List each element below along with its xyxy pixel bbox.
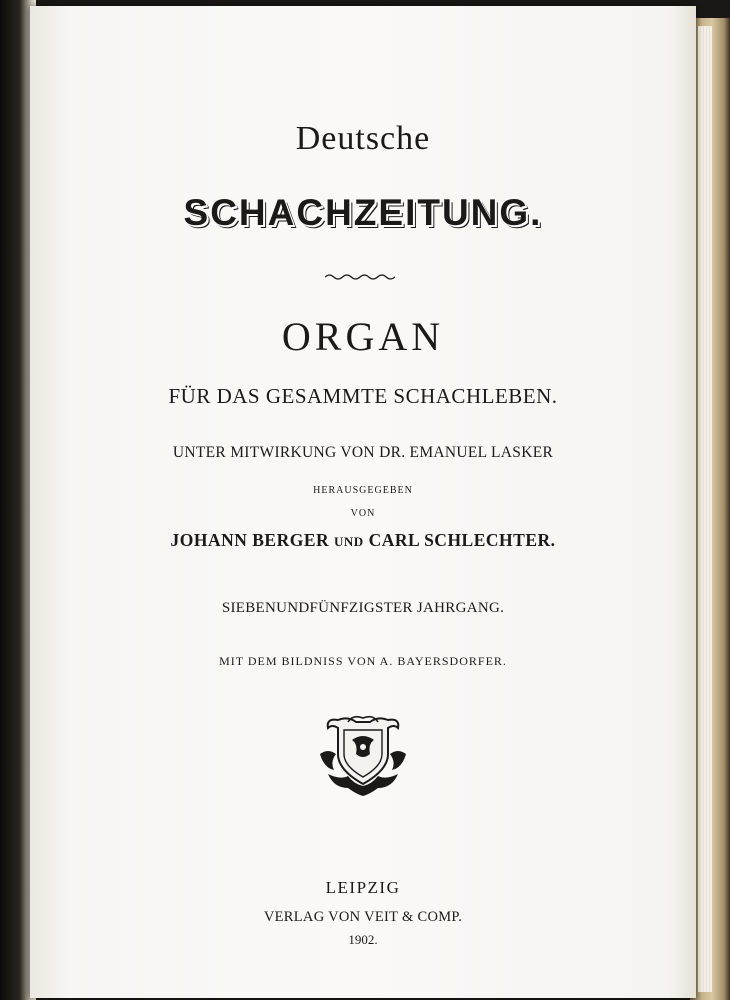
- title-page: [30, 6, 696, 998]
- editors-line: [30, 530, 696, 551]
- year: 1902.: [348, 932, 378, 947]
- subtitle: FÜR DAS GESAMMTE SCHACHLEBEN.: [168, 384, 558, 408]
- by-label: VON: [350, 508, 376, 519]
- publisher-emblem-icon: [318, 714, 408, 798]
- publisher: VERLAG VON VEIT & COMP.: [263, 909, 463, 925]
- portrait-line: MIT DEM BILDNISS VON A. BAYERSDORFER.: [219, 654, 507, 668]
- and-word: UND: [334, 534, 364, 549]
- page-stack-edge: [698, 26, 712, 992]
- title-line-1: Deutsche: [295, 120, 431, 157]
- organ-heading: ORGAN: [281, 314, 445, 359]
- editor-2: CARL SCHLECHTER.: [368, 530, 556, 550]
- title-line-2: SCHACHZEITUNG.: [183, 192, 543, 233]
- volume-line: SIEBENUNDFÜNFZIGSTER JAHRGANG.: [221, 600, 505, 616]
- ornament-divider: [325, 272, 395, 282]
- collaboration-line: UNTER MITWIRKUNG VON DR. EMANUEL LASKER: [172, 444, 554, 461]
- city: LEIPZIG: [325, 878, 401, 897]
- edited-by-label: HERAUSGEGEBEN: [313, 485, 413, 496]
- editor-1: JOHANN BERGER: [170, 530, 330, 550]
